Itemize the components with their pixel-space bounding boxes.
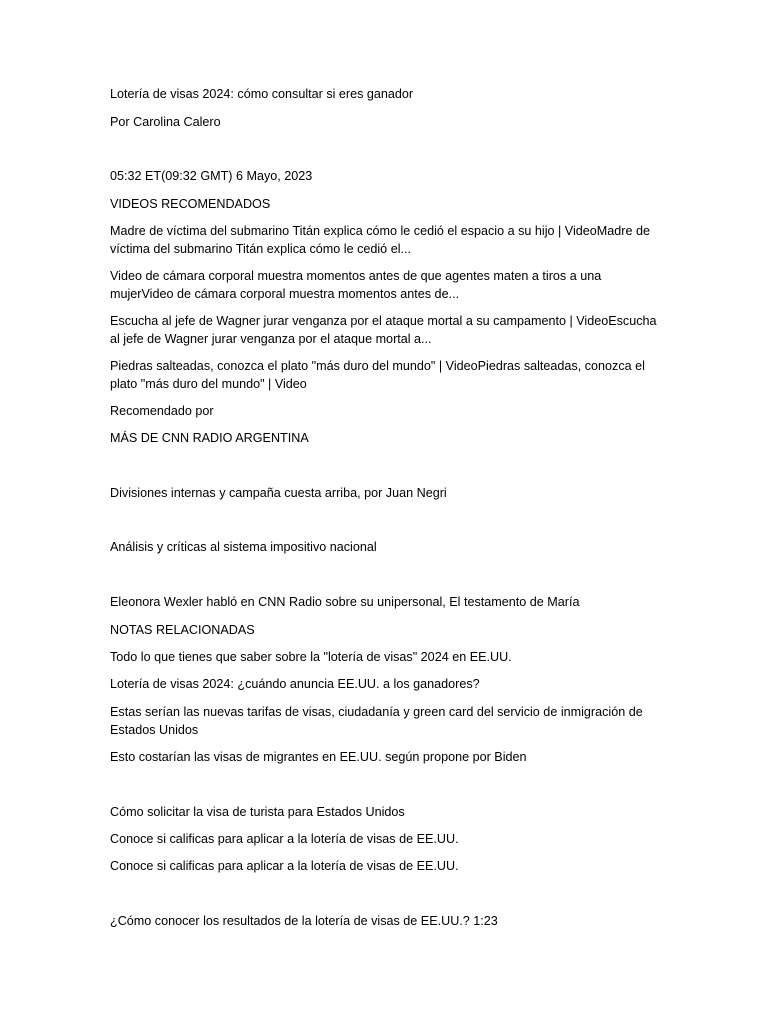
final-line: ¿Cómo conocer los resultados de la lotería de visas de EE.UU.? 1:23 [110, 914, 498, 928]
video-item-3: Escucha al jefe de Wagner jurar venganza por el ataque mortal a su campamento | VideoEscucha al jefe de Wagner jurar venganza por el ataque mortal a... [110, 314, 657, 346]
extra-item-1: Cómo solicitar la visa de turista para Estados Unidos [110, 805, 405, 819]
related-item-2: Lotería de visas 2024: ¿cuándo anuncia EE.UU. a los ganadores? [110, 677, 480, 691]
byline: Por Carolina Calero [110, 115, 221, 129]
video-item-1: Madre de víctima del submarino Titán explica cómo le cedió el espacio a su hijo | VideoMadre de víctima del submarino Titán explica cómo le cedió el... [110, 224, 650, 256]
recommended-by: Recomendado por [110, 404, 214, 418]
related-item-4: Esto costarían las visas de migrantes en EE.UU. según propone por Biden [110, 750, 527, 764]
dateline: 05:32 ET(09:32 GMT) 6 Mayo, 2023 [110, 169, 313, 183]
document-title: Lotería de visas 2024: cómo consultar si eres ganador [110, 87, 414, 101]
more-heading: MÁS DE CNN RADIO ARGENTINA [110, 431, 309, 445]
video-item-4: Piedras salteadas, conozca el plato "más duro del mundo" | VideoPiedras salteadas, conozca el plato "más duro del mundo" | Video [110, 359, 645, 391]
video-item-2: Video de cámara corporal muestra momentos antes de que agentes maten a tiros a una mujerVideo de cámara corporal muestra momentos antes de... [110, 269, 602, 301]
related-item-3: Estas serían las nuevas tarifas de visas, ciudadanía y green card del servicio de inmigración de Estados Unidos [110, 705, 643, 737]
more-item-2: Análisis y críticas al sistema impositivo nacional [110, 540, 377, 554]
extra-item-3: Conoce si calificas para aplicar a la lotería de visas de EE.UU. [110, 859, 459, 873]
related-item-1: Todo lo que tienes que saber sobre la "lotería de visas" 2024 en EE.UU. [110, 650, 512, 664]
related-heading: NOTAS RELACIONADAS [110, 623, 255, 637]
more-item-3: Eleonora Wexler habló en CNN Radio sobre su unipersonal, El testamento de María [110, 595, 580, 609]
videos-heading: VIDEOS RECOMENDADOS [110, 197, 271, 211]
extra-item-2: Conoce si calificas para aplicar a la lotería de visas de EE.UU. [110, 832, 459, 846]
more-item-1: Divisiones internas y campaña cuesta arriba, por Juan Negri [110, 486, 447, 500]
